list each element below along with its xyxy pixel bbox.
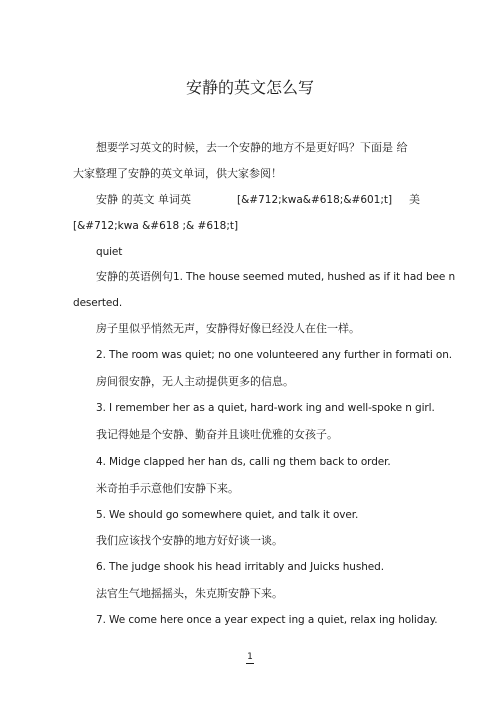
example-1-zh: 房子里似乎悄然无声，安静得好像已经没人在住一样。 (96, 322, 360, 335)
us-label: 美 (409, 193, 420, 206)
word-quiet: quiet (96, 246, 123, 258)
example-4-zh: 米奇拍手示意他们安静下来。 (96, 482, 239, 495)
example-1-en: 1. The house seemed muted, hushed as if it had bee n (173, 271, 456, 283)
example-2-zh: 房间很安静，无人主动提供更多的信息。 (96, 375, 294, 388)
example-5-en: 5. We should go somewhere quiet, and talk it over. (96, 509, 359, 521)
word-entry-label: 安静 的英文 单词英 (96, 193, 191, 206)
uk-pronunciation: [&#712;kwa&#618;&#601;t] (237, 194, 393, 206)
example-1-en-cont: deserted. (73, 297, 123, 309)
intro-line-1: 想要学习英文的时候，去一个安静的地方不是更好吗？下面是 给 (96, 141, 408, 154)
example-3-zh: 我记得她是个安静、勤奋并且谈吐优雅的女孩子。 (96, 428, 338, 441)
example-6-zh: 法官生气地摇摇头，朱克斯安静下来。 (96, 587, 283, 600)
page-number (0, 651, 500, 664)
example-7-en: 7. We come here once a year expect ing a quiet, relax ing holiday. (96, 614, 438, 626)
examples-label: 安静的英语例句 (96, 270, 173, 283)
page-number-text: 1 (247, 652, 253, 662)
page-title: 安静的英文怎么写 (185, 78, 314, 97)
example-2-en: 2. The room was quiet; no one volunteered any further in formati on. (96, 349, 452, 361)
example-5-zh: 我们应该找个安静的地方好好谈一谈。 (96, 534, 283, 547)
example-3-en: 3. I remember her as a quiet, hard-work ing and well-spoke n girl. (96, 402, 435, 414)
intro-line-2: 大家整理了安静的英文单词，供大家参阅！ (73, 167, 282, 180)
example-4-en: 4. Midge clapped her han ds, calli ng them back to order. (96, 456, 391, 468)
example-6-en: 6. The judge shook his head irritably and Juicks hushed. (96, 561, 384, 573)
us-pronunciation: [&#712;kwa &#618 ;& #618;t] (73, 220, 239, 232)
